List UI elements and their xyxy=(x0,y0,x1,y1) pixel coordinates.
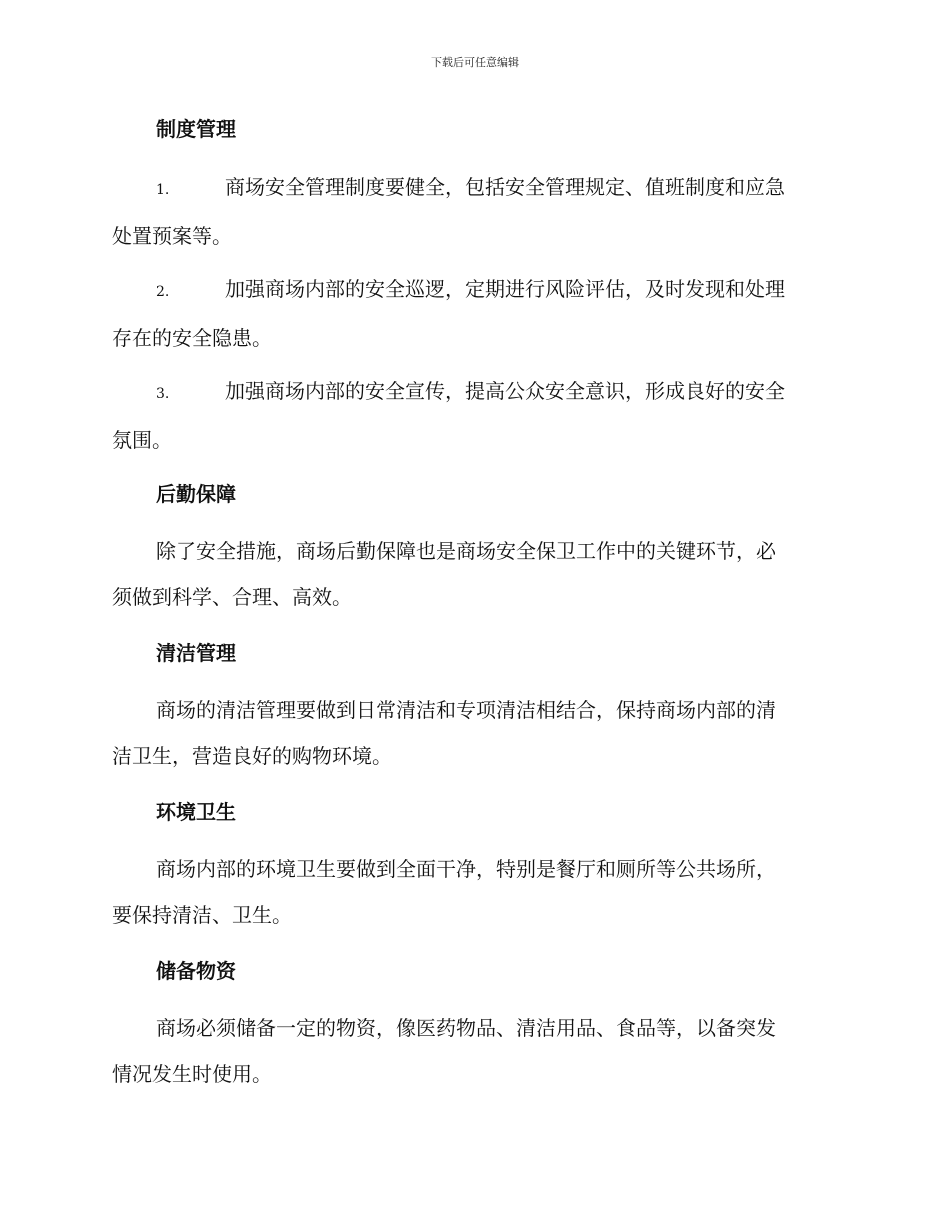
paragraph-hygiene xyxy=(112,846,834,938)
page-header-note: 下载后可任意编辑 xyxy=(431,56,519,69)
list-number: 2. xyxy=(156,284,170,300)
list-number: 3. xyxy=(156,386,170,402)
paragraph-line: 须做到科学、合理、高效。 xyxy=(112,585,352,609)
paragraph-line: 情况发生时使用。 xyxy=(112,1062,272,1086)
paragraph-line: 除了安全措施，商场后勤保障也是商场安全保卫工作中的关键环节，必 xyxy=(156,539,776,563)
list-text-line: 加强商场内部的安全宣传，提高公众安全意识，形成良好的安全 xyxy=(225,379,785,403)
section-heading-system: 制度管理 xyxy=(156,117,236,141)
list-text-line: 商场安全管理制度要健全，包括安全管理规定、值班制度和应急 xyxy=(225,175,785,199)
paragraph-line: 商场内部的环境卫生要做到全面干净，特别是餐厅和厕所等公共场所， xyxy=(156,857,776,881)
paragraph-line: 洁卫生，营造良好的购物环境。 xyxy=(112,744,392,768)
list-text-line: 加强商场内部的安全巡逻，定期进行风险评估，及时发现和处理 xyxy=(225,277,785,301)
paragraph-line: 商场的清洁管理要做到日常清洁和专项清洁相结合，保持商场内部的清 xyxy=(156,698,776,722)
paragraph-line: 商场必须储备一定的物资，像医药物品、清洁用品、食品等，以备突发 xyxy=(156,1016,776,1040)
list-item-2 xyxy=(112,266,834,361)
paragraph-cleaning xyxy=(112,687,834,779)
section-heading-hygiene: 环境卫生 xyxy=(156,800,236,824)
paragraph-line: 要保持清洁、卫生。 xyxy=(112,903,292,927)
section-heading-logistics: 后勤保障 xyxy=(156,482,236,506)
paragraph-supplies xyxy=(112,1005,834,1097)
section-heading-cleaning: 清洁管理 xyxy=(156,641,236,665)
list-number: 1. xyxy=(156,182,170,198)
section-heading-supplies: 储备物资 xyxy=(156,959,236,983)
list-item-3 xyxy=(112,368,834,463)
paragraph-logistics xyxy=(112,528,834,620)
list-text-line: 存在的安全隐患。 xyxy=(112,326,272,350)
list-text-line: 处置预案等。 xyxy=(112,224,232,248)
list-item-1 xyxy=(112,164,834,259)
list-text-line: 氛围。 xyxy=(112,428,172,452)
